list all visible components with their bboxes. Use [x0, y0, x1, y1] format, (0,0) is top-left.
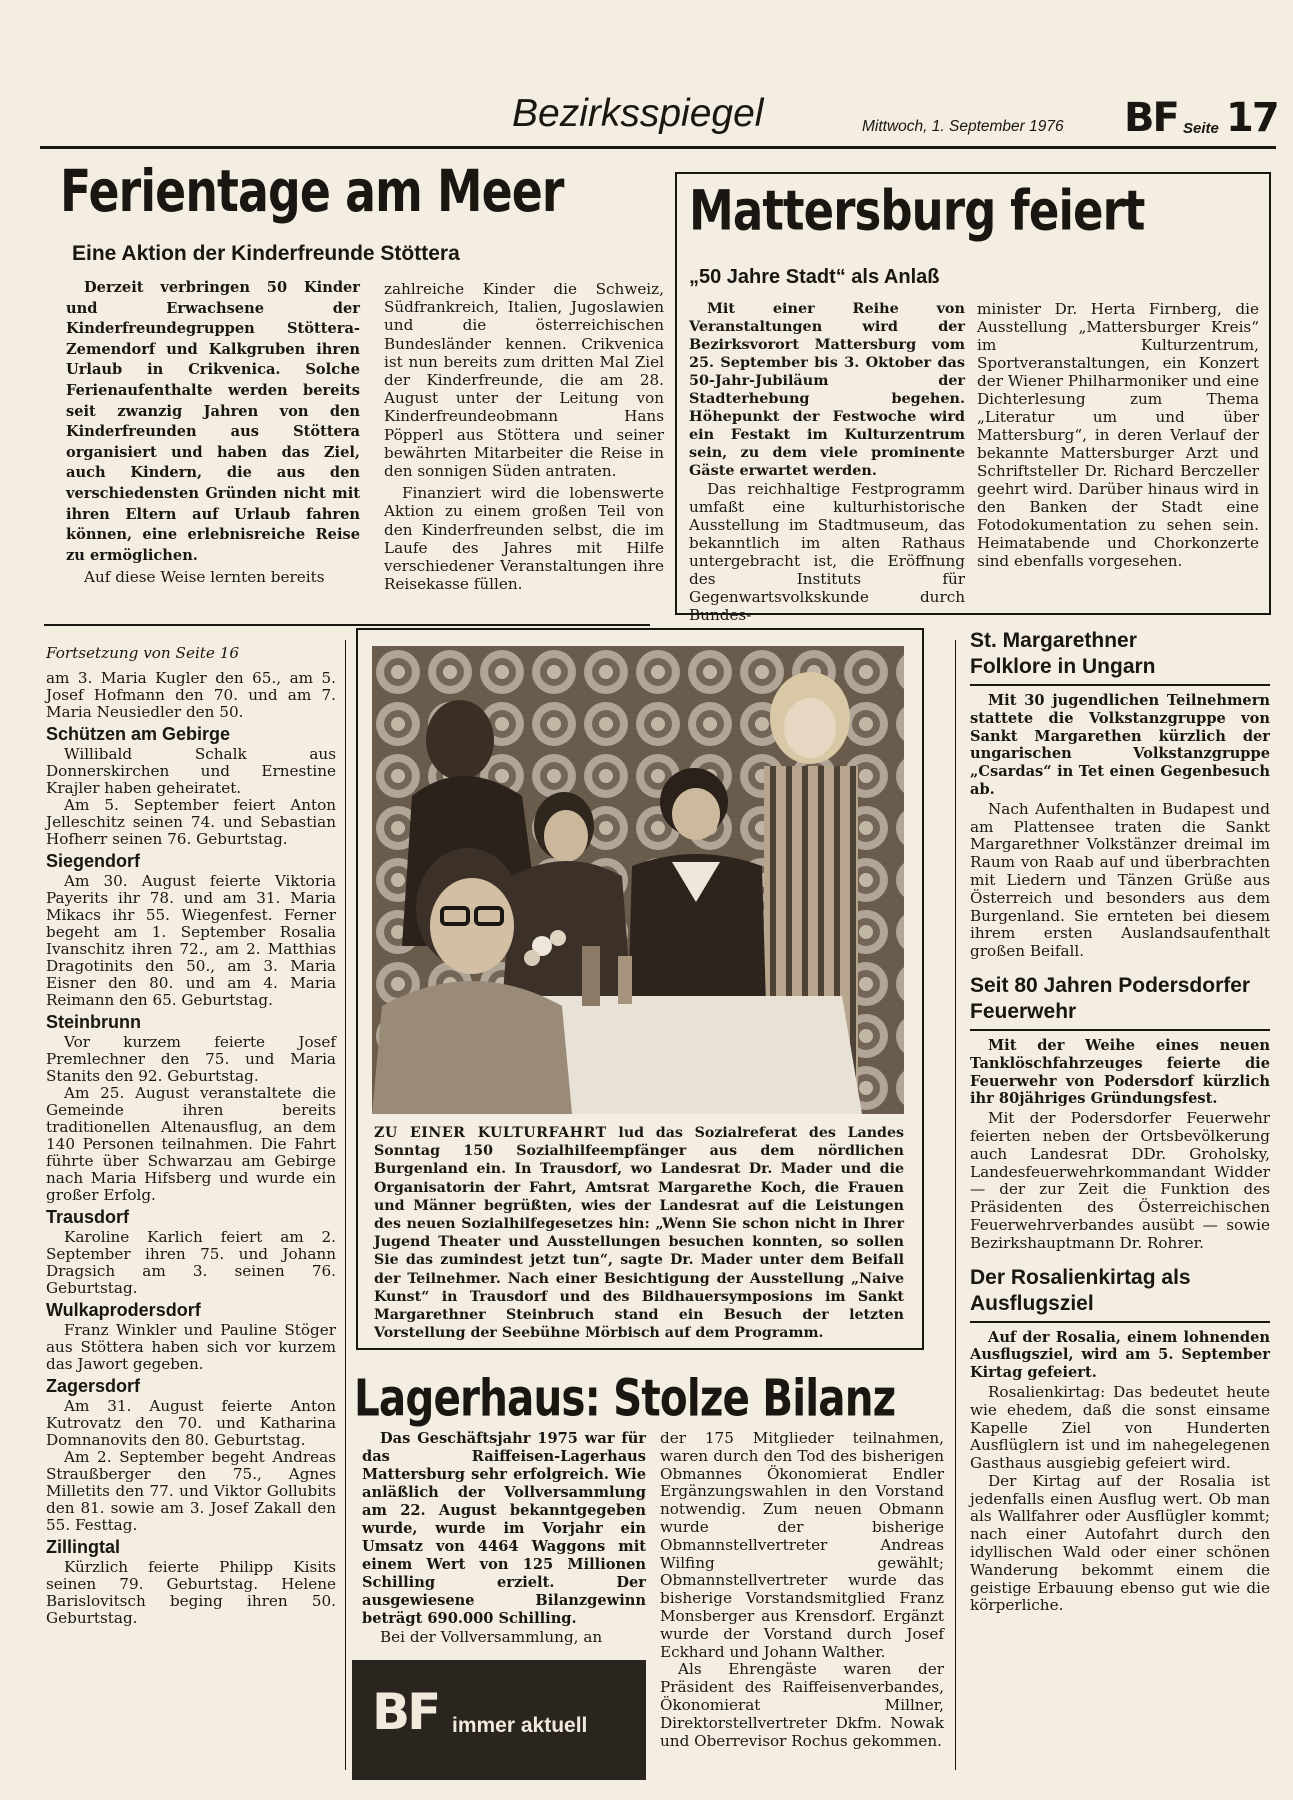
issue-date: Mittwoch, 1. September 1976: [862, 118, 1064, 135]
lead-paragraph: Das Geschäftsjahr 1975 war für das Raiffeisen-Lagerhaus Mattersburg sehr erfolgreich. Wie anläßlich der Vollversammlung am 22. August bekanntgegeben wurde, wurde im Vorjahr ein Umsatz von 4464 Waggons mit einem Wert von 125 Millionen Schilling erzielt. Der ausgewiesene Bilanzgewinn beträgt 690.000 Schilling.: [362, 1430, 646, 1627]
masthead: [0, 0, 1293, 150]
page-label: Seite: [1183, 120, 1219, 137]
heading-rosalienkirtag: Der Rosalienkirtag als Ausflugsziel: [970, 1265, 1191, 1315]
lead-paragraph: Mit einer Reihe von Veranstaltungen wird der Bezirksvorort Mattersburg vom 25. September bis 3. Oktober das 50-Jahr-Jubiläum der Stadterhebung begehen. Höhepunkt der Festwoche wird ein Festakt im Kulturzentrum sein, zu dem viele prominente Gäste erwartet werden.: [689, 300, 965, 479]
paragraph: Nach Aufenthalten in Budapest und am Plattensee traten die Sankt Margarethner Volkstänzer dreimal im Raum von Raab auf und überbrachten mit Liedern und Tänzen Grüße aus Österreich und besonders aus dem Burgenland. Sie ernteten bei diesem ihrem ersten Auslandsaufenthalt großen Beifall.: [970, 799, 1270, 961]
subheading-steinbrunn: Steinbrunn: [46, 1012, 141, 1033]
column-2: [977, 300, 1259, 570]
article-ferientage: [44, 156, 664, 616]
masthead-rule: [40, 146, 1276, 149]
section-title: Bezirksspiegel: [512, 92, 764, 135]
subheadline: Eine Aktion der Kinderfreunde Stöttera: [72, 242, 460, 265]
subheading-siegendorf: Siegendorf: [46, 851, 141, 872]
bf-advertisement: [352, 1660, 646, 1780]
paragraph: Karoline Karlich feiert am 2. September ihren 75. und Johann Dragsich am 3. seinen 76. Geburtstag.: [46, 1228, 336, 1298]
heading-rule: [970, 684, 1270, 686]
photo-caption: [374, 1124, 904, 1342]
paragraph: minister Dr. Herta Firnberg, die Ausstellung „Mattersburger Kreis“ im Kulturzentrum, Sportveranstaltungen, ein Konzert der Wiener Philharmoniker und eine Dichterlesung zum Thema „Literatur um und über Mattersburg“, in deren Verlauf der bekannte Mattersburger Arzt und Schriftsteller Dr. Richard Berczeller geehrt wird. Darüber hinaus wird in den Banken der Stadt eine Fotodokumentation zu sehen sein. Heimatabende und Chorkonzerte sind ebenfalls vorgesehen.: [977, 300, 1259, 570]
news-photo: [372, 646, 904, 1114]
caption-text: lud das Sozialreferat des Landes Sonntag 150 Sozialhilfeempfänger aus dem nördlichen Burgenland ein. In Trausdorf, wo Landesrat Dr. Mader und die Organisatorin der Fahrt, Amtsrat Margarethe Koch, die Frauen und Männer begrüßten, wies der Landesrat auf die Leistungen des neuen Sozialhilfegesetzes hin: „Wenn Sie schon nicht in Ihrer Jugend Theater und Ausstellungen besuchen konnten, so sollen Sie das zumindest jetzt tun“, sagte Dr. Mader unter dem Beifall der Teilnehmer. Nach einer Besichtigung der Ausstellung „Naive Kunst“ in Trausdorf und des Bildhauersymposions im Sankt Margarethner Steinbruch stand ein Besuch der letzten Vorstellung der Seebühne Mörbisch auf dem Programm.: [374, 1125, 904, 1342]
caption-lead: ZU EINER KULTURFAHRT: [374, 1125, 607, 1141]
article-mattersburg: [675, 172, 1271, 624]
paragraph: am 3. Maria Kugler den 65., am 5. Josef Hofmann den 70. und am 7. Maria Neusiedler den 50.: [46, 669, 336, 722]
subheadline: „50 Jahre Stadt“ als Anlaß: [689, 266, 940, 288]
article-lagerhaus: [348, 1368, 948, 1788]
paragraph: Am 25. August veranstaltete die Gemeinde ihren bereits traditionellen Altenausflug, an dem 140 Personen teilnahmen. Die Fahrt führte über Schwarzau am Gebirge nach Maria Hifsberg und wurde ein großer Erfolg.: [46, 1084, 336, 1205]
headline: Ferientage am Meer: [60, 158, 564, 226]
ad-slogan: immer aktuell: [452, 1714, 588, 1737]
local-news-column: [46, 644, 336, 1627]
heading-folklore: St. Margarethner Folklore in Ungarn: [970, 629, 1156, 678]
paragraph: Als Ehrengäste waren der Präsident des Raiffeisenverbandes, Ökonomierat Millner, Direktorstellvertreter Dkfm. Nowak und Oberrevisor Rochus gekommen.: [660, 1660, 944, 1750]
paragraph: Willibald Schalk aus Donnerskirchen und Ernestine Krajler haben geheiratet.: [46, 745, 336, 798]
photo-feature: [356, 628, 924, 1350]
column-divider: [955, 640, 956, 1770]
column-divider: [345, 640, 346, 1770]
lead-paragraph: Derzeit verbringen 50 Kinder und Erwachsene der Kinderfreundegruppen Stöttera-Zemendorf und Kalkgruben ihren Urlaub in Crikvenica. Solche Ferienaufenthalte werden bereits seit zwanzig Jahren von den Kinderfreunden aus Stöttera organisiert und haben das Ziel, auch Kindern, die aus den verschiedensten Gründen nicht mit ihren Eltern auf Urlaub fahren können, eine erlebnisreiche Reise zu ermöglichen.: [66, 279, 360, 564]
masthead-logo: BF: [1124, 95, 1178, 141]
subheading-wulkaprodersdorf: Wulkaprodersdorf: [46, 1300, 201, 1321]
ad-logo: BF: [372, 1683, 439, 1741]
column-1: [66, 278, 360, 587]
paragraph: Kürzlich feierte Philipp Kisits seinen 79. Geburtstag. Helene Barislovitsch beging ihren 50. Geburtstag.: [46, 1558, 336, 1628]
paragraph: Am 31. August feierte Anton Kutrovatz den 70. und Katharina Domnanovits den 80. Geburtstag.: [46, 1397, 336, 1450]
lead-paragraph: Mit 30 jugendlichen Teilnehmern stattete die Volkstanzgruppe von Sankt Margarethen kürzlich der ungarischen Volkstanzgruppe „Csardas“ in Tet einen Gegenbesuch ab.: [970, 692, 1270, 798]
heading-rule: [970, 1029, 1270, 1031]
paragraph: der 175 Mitglieder teilnahmen, waren durch den Tod des bisherigen Obmannes Ökonomierat Endler Ergänzungswahlen in den Vorstand notwendig. Zum neuen Obmann wurde der bisherige Obmannstellvertreter Andreas Wilfing gewählt; Obmannstellvertreter wurde das bisherige Vorstandsmitglied Franz Monsberger aus Krensdorf. Ergänzt wurde der Vorstand durch Josef Eckhard und Johann Walther.: [660, 1429, 944, 1661]
column-1: [689, 300, 965, 624]
paragraph: Franz Winkler und Pauline Stöger aus Stöttera haben sich vor kurzem das Jawort gegeben.: [46, 1321, 336, 1374]
column-2: [384, 280, 664, 593]
paragraph: Rosalienkirtag: Das bedeutet heute wie ehedem, daß die sonst einsame Kapelle Ziel von Hunderten Ausflüglern ist und im nahegelegenen Gasthaus ausgiebig gefeiert wird.: [970, 1382, 1270, 1473]
subheading-schuetzen: Schützen am Gebirge: [46, 724, 231, 745]
paragraph: Am 2. September begeht Andreas Straußberger den 75., Agnes Milletits den 77. und Viktor Gollubits den 81. sowie am 3. Josef Zakall den 55. Festtag.: [46, 1448, 336, 1535]
headline: Mattersburg feiert: [689, 179, 1145, 243]
paragraph: Bei der Vollversammlung, an: [380, 1628, 603, 1646]
subheading-trausdorf: Trausdorf: [46, 1207, 130, 1228]
paragraph: Vor kurzem feierte Josef Premlechner den 75. und Maria Stanits den 92. Geburtstag.: [46, 1033, 336, 1086]
heading-rule: [970, 1321, 1270, 1323]
headline: Lagerhaus: Stolze Bilanz: [354, 1368, 896, 1428]
paragraph: Auf diese Weise lernten bereits: [84, 568, 325, 587]
right-news-column: [970, 628, 1270, 1615]
paragraph: Der Kirtag auf der Rosalia ist jedenfalls einen Ausflug wert. Ob man als Wallfahrer oder Ausflügler kommt; nach einer Autofahrt durch den idyllischen Wald oder einer schönen Wanderung bekommt einem die geistige Erbauung ebenso gut wie die körperliche.: [970, 1471, 1270, 1615]
continuation-note: Fortsetzung von Seite 16: [46, 644, 240, 662]
page-number: 17: [1226, 95, 1278, 141]
heading-feuerwehr: Seit 80 Jahren Podersdorfer Feuerwehr: [970, 973, 1251, 1023]
paragraph: zahlreiche Kinder die Schweiz, Südfrankreich, Italien, Jugoslawien und die österreichischen Bundesländer kennen. Crikvenica ist nun bereits zum dritten Mal Ziel der Kinderfreunde, die am 28. August unter der Leitung von Kinderfreundeobmann Hans Pöpperl aus Stöttera und seiner bewährten Mitarbeiter die Reise in den sonnigen Süden antraten.: [384, 280, 664, 481]
column-2: [660, 1430, 944, 1750]
lead-paragraph: Auf der Rosalia, einem lohnenden Ausflugsziel, wird am 5. September Kirtag gefeiert.: [970, 1328, 1270, 1382]
subheading-zagersdorf: Zagersdorf: [46, 1376, 141, 1397]
subheading-zillingtal: Zillingtal: [46, 1537, 120, 1558]
paragraph: Finanziert wird die lobenswerte Aktion zu einem großen Teil von den Kinderfreunden selbst, die im Laufe des Jahres mit Hilfe verschiedener Veranstaltungen ihre Reisekasse füllen.: [384, 484, 664, 594]
paragraph: Das reichhaltige Festprogramm umfaßt eine kulturhistorische Ausstellung im Stadtmuseum, das bekanntlich im alten Rathaus untergebracht ist, die Eröffnung des Instituts für Gegenwartsvolkskunde durch Bundes-: [689, 480, 965, 624]
section-divider: [44, 624, 650, 626]
photo-image: [372, 646, 904, 1114]
paragraph: Am 5. September feiert Anton Jelleschitz seinen 74. und Sebastian Hofherr seinen 76. Geburtstag.: [46, 796, 336, 849]
lead-paragraph: Mit der Weihe eines neuen Tanklöschfahrzeuges feierte die Feuerwehr von Podersdorf kürzlich ihr 80jähriges Gründungsfest.: [970, 1036, 1270, 1108]
paragraph: Mit der Podersdorfer Feuerwehr feierten neben der Ortsbevölkerung auch Landesrat DDr. Groholsky, Landesfeuerwehrkommandant Widder — der zur Zeit die Funktion des Präsidenten des Österreichischen Feuerwehrverbandes ausübt — sowie Bezirkshauptmann Dr. Rohrer.: [970, 1109, 1270, 1252]
column-1: [362, 1430, 646, 1646]
paragraph: Am 30. August feierte Viktoria Payerits ihr 78. und am 31. Maria Mikacs ihr 55. Wiegenfest. Ferner begeht am 1. September Rosalia Ivanschitz ihren 72., am 2. Matthias Dragotinits den 50., am 3. Maria Eisner den 80. und am 4. Maria Reimann den 65. Geburtstag.: [46, 872, 336, 1010]
